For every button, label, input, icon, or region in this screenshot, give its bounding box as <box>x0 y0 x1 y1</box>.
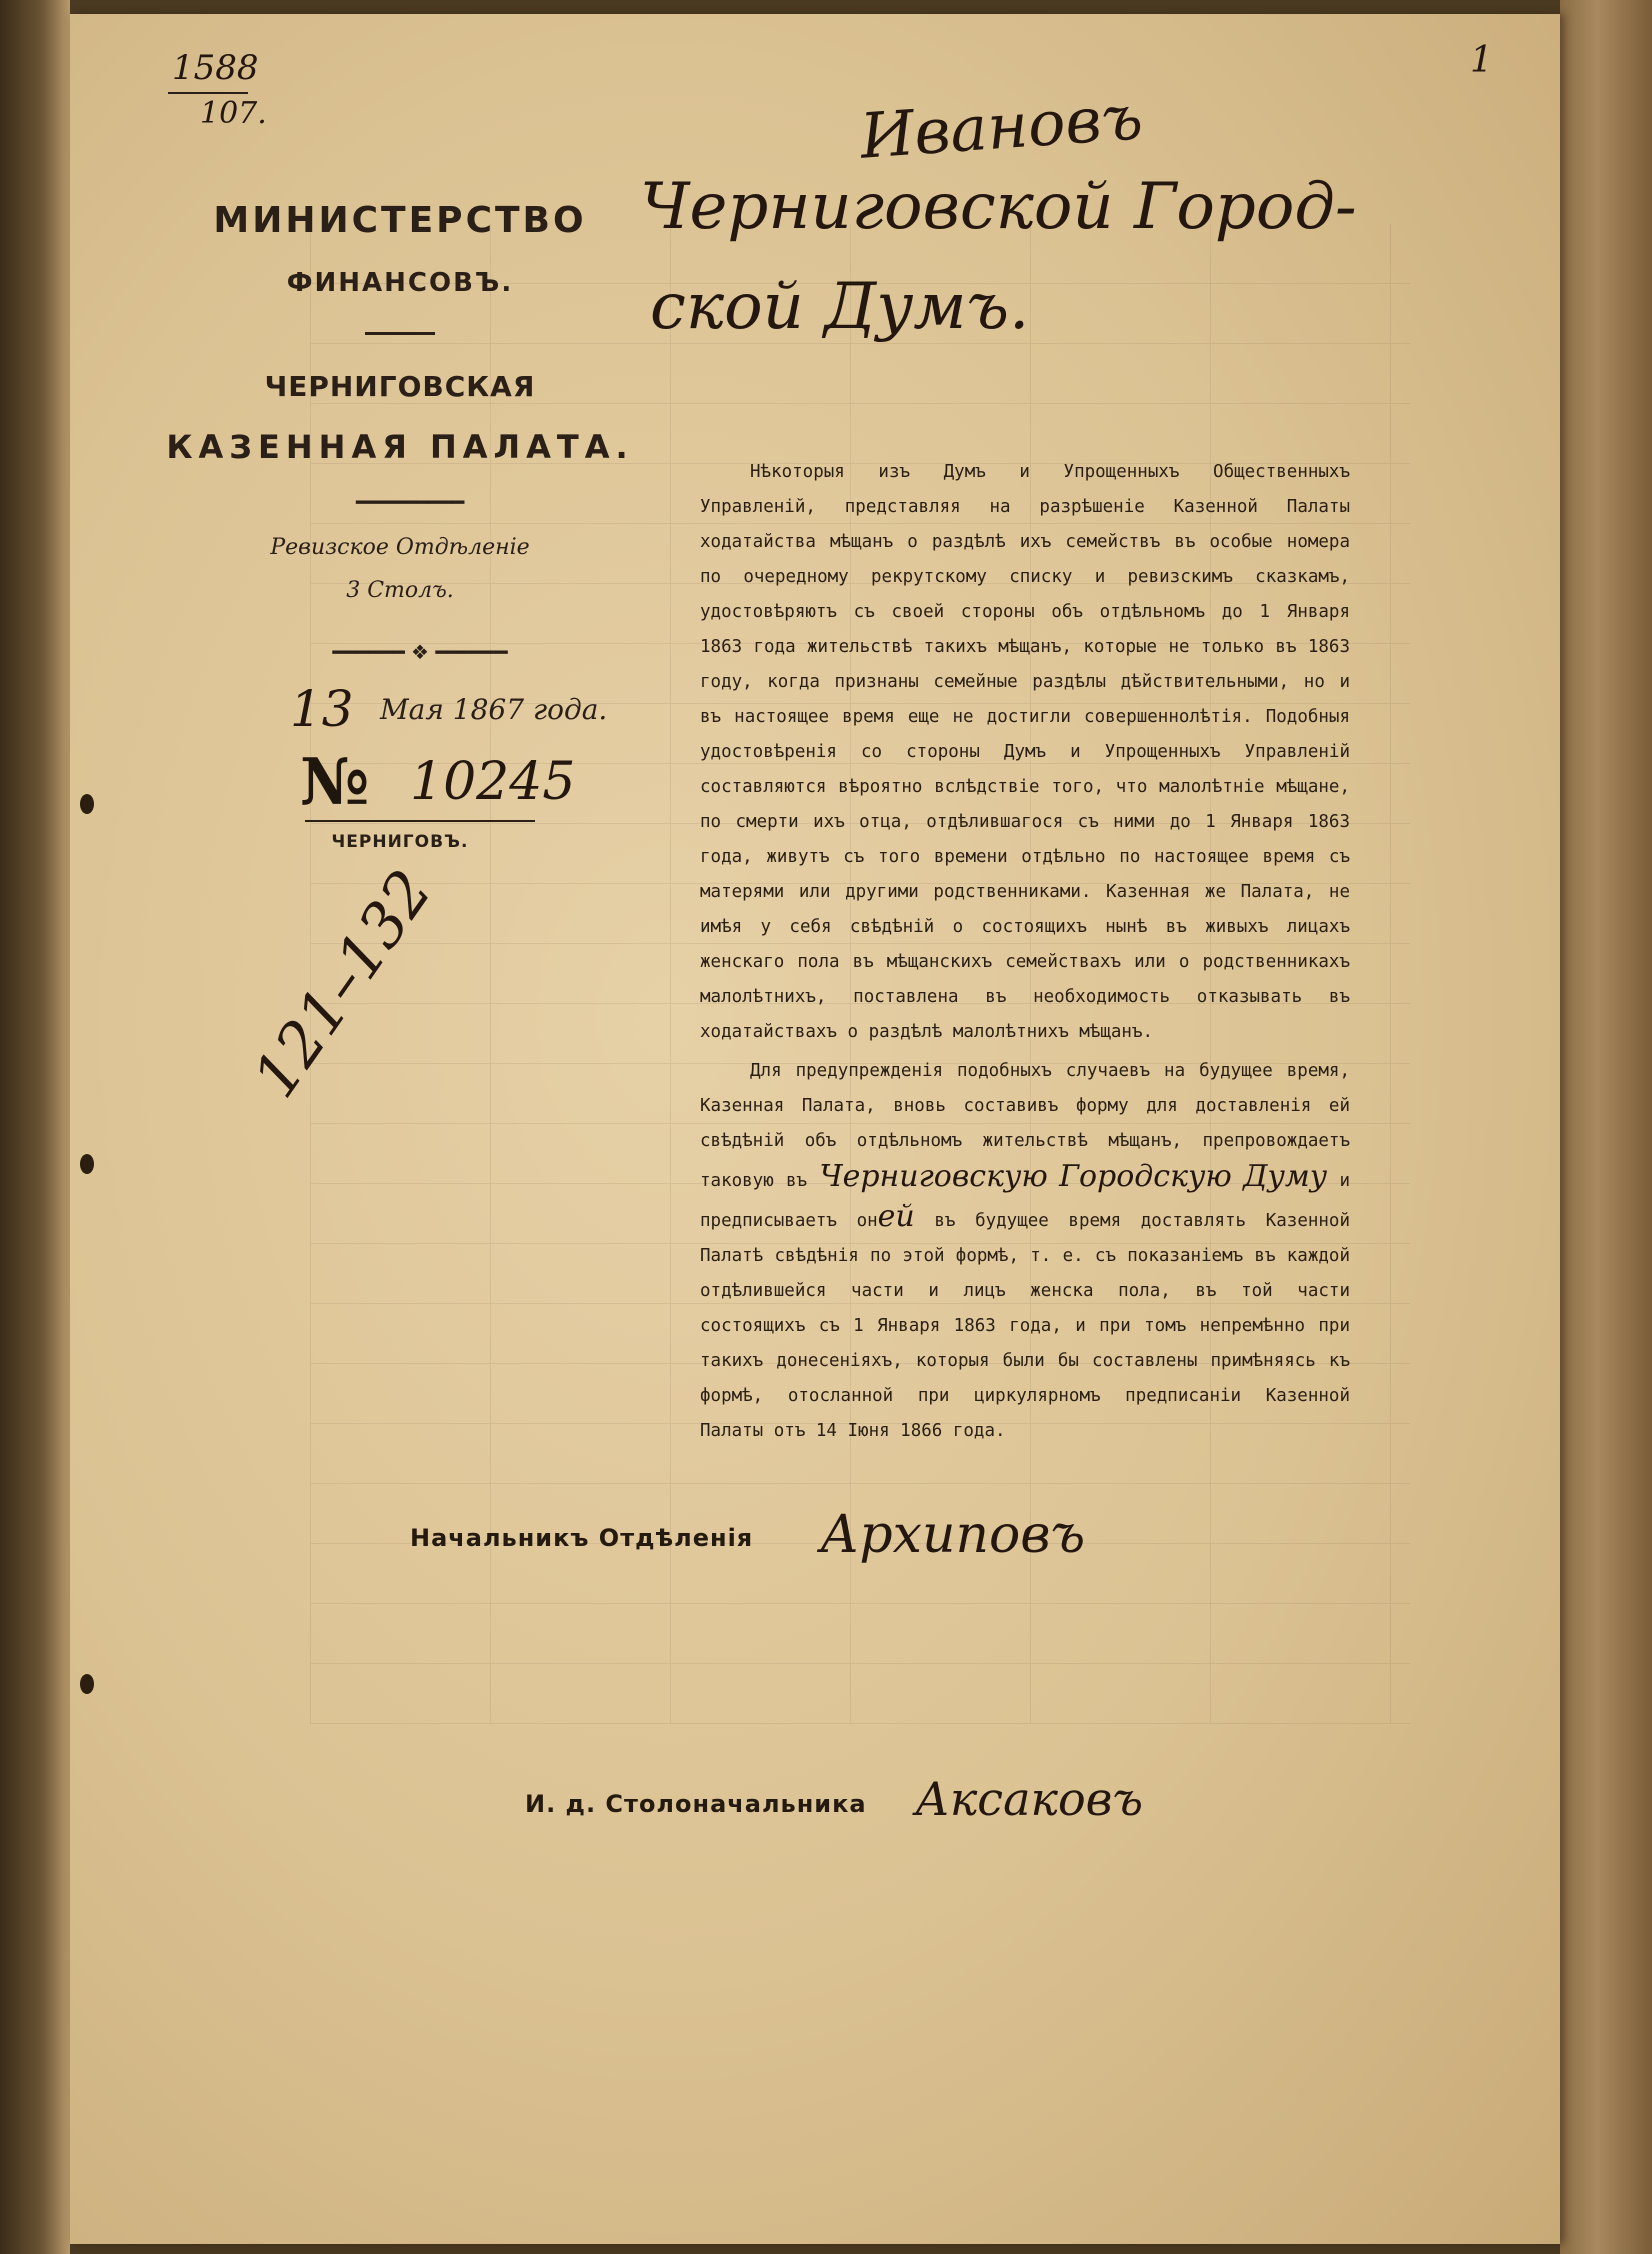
body-paragraph-2 <box>700 1054 1350 1449</box>
margin-handwritten-mark: 121–132 <box>240 857 446 1111</box>
finance-heading: ФИНАНСОВЪ. <box>286 268 514 298</box>
department-label: Ревизское Отдѣленіе <box>270 535 530 560</box>
letter-body <box>700 455 1350 1449</box>
archive-number: 1588 <box>172 48 259 88</box>
body-paragraph-1: Нѣкоторыя изъ Думъ и Упрощенныхъ Общественныхъ Управленій, представляя на разрѣшеніе Казенной Палаты ходатайства мѣщанъ о раздѣлѣ ихъ семействъ въ особые номера по очередному рекрутскому списку и ревизскимъ сказкамъ, удостовѣряютъ съ своей стороны объ отдѣльномъ до 1 Января 1863 года жительствѣ такихъ мѣщанъ, которые не только въ 1863 году, когда признаны семейные раздѣлы дѣйствительными, но и въ настоящее время еще не достигли совершеннолѣтія. Подобныя удостовѣренія со стороны Думъ и Упрощенныхъ Управленій составляются вѣроятно вслѣдствіе того, что малолѣтніе мѣщане, по смерти ихъ отца, отдѣлившагося съ ними до 1 Января 1863 года, живутъ съ того времени отдѣльно по настоящее время съ матерями или другими родственниками. Казенная же Палата, не имѣя у себя свѣдѣній о состоящихъ нынѣ въ живыхъ лицахъ женскаго пола въ мѣщанскихъ семействахъ или о родственникахъ малолѣтнихъ, поставлена въ необходимость отказывать въ ходатайствахъ о раздѣлѣ малолѣтнихъ мѣщанъ. <box>700 462 1350 1042</box>
binding-hole <box>80 1154 94 1174</box>
number-handwritten: 10245 <box>410 752 576 812</box>
head-of-department-signature: Архиповъ <box>820 1505 1086 1565</box>
binding-edge <box>0 0 70 2254</box>
date-day-handwritten: 13 <box>290 680 354 738</box>
number-prefix: № <box>300 745 370 820</box>
recipient-handwritten-line1: Черниговской Город- <box>640 170 1357 244</box>
binding-hole <box>80 1674 94 1694</box>
chamber-city-heading: ЧЕРНИГОВСКАЯ <box>264 370 536 403</box>
recipient-handwritten-top: Ивановъ <box>857 80 1145 173</box>
city-label: ЧЕРНИГОВЪ. <box>331 832 469 852</box>
ornament-divider: ━━━━━━━━━ <box>355 490 465 514</box>
archive-sub-number: 107. <box>200 96 267 131</box>
date-text: Мая 1867 года. <box>380 693 608 726</box>
recipient-handwritten-line2: ской Думъ. <box>650 270 1030 344</box>
binding-hole <box>80 794 94 814</box>
ministry-heading: МИНИСТЕРСТВО <box>213 200 587 241</box>
body-paragraph-2-part1: Для предупрежденія подобныхъ случаевъ на будущее время, Казенная Палата, вновь составивъ форму для доставленія ей свѣдѣній объ отдѣльномъ жительствѣ мѣщанъ, препровождаетъ таковую въ <box>700 1061 1350 1191</box>
heading-divider <box>365 332 435 335</box>
handwritten-recipient-inline: Черниговскую Городскую Думу <box>819 1159 1328 1194</box>
ornament-divider-2: ━━━━━━ ❖ ━━━━━━ <box>332 640 508 664</box>
number-underline <box>305 820 535 822</box>
chamber-heading: КАЗЕННАЯ ПАЛАТА. <box>166 428 634 466</box>
body-paragraph-2-part3: въ будущее время доставлять Казенной Палатѣ свѣдѣнія по этой формѣ, т. е. съ показаніемъ въ каждой отдѣлившейся части и лицъ женска пола, въ той части состоящихъ съ 1 Января 1863 года, и при томъ непремѣнно при такихъ донесеніяхъ, которыя были бы составлены примѣняясь къ формѣ, отосланной при циркулярномъ предписаніи Казенной Палаты отъ 14 Іюня 1866 года. <box>700 1211 1351 1441</box>
handwritten-ending-inline: ей <box>877 1199 915 1234</box>
page-number: 1 <box>1470 40 1493 81</box>
acting-clerk-signature: Аксаковъ <box>915 1772 1144 1826</box>
acting-clerk-title: И. д. Столоначальника <box>525 1790 867 1818</box>
head-of-department-title: Начальникъ Отдѣленія <box>410 1524 754 1552</box>
underlying-page <box>1560 0 1652 2254</box>
body-paragraph-2-part2: и предписываетъ он <box>700 1171 1350 1231</box>
archive-number-rule <box>168 92 248 94</box>
table-label: 3 Столъ. <box>346 578 454 603</box>
